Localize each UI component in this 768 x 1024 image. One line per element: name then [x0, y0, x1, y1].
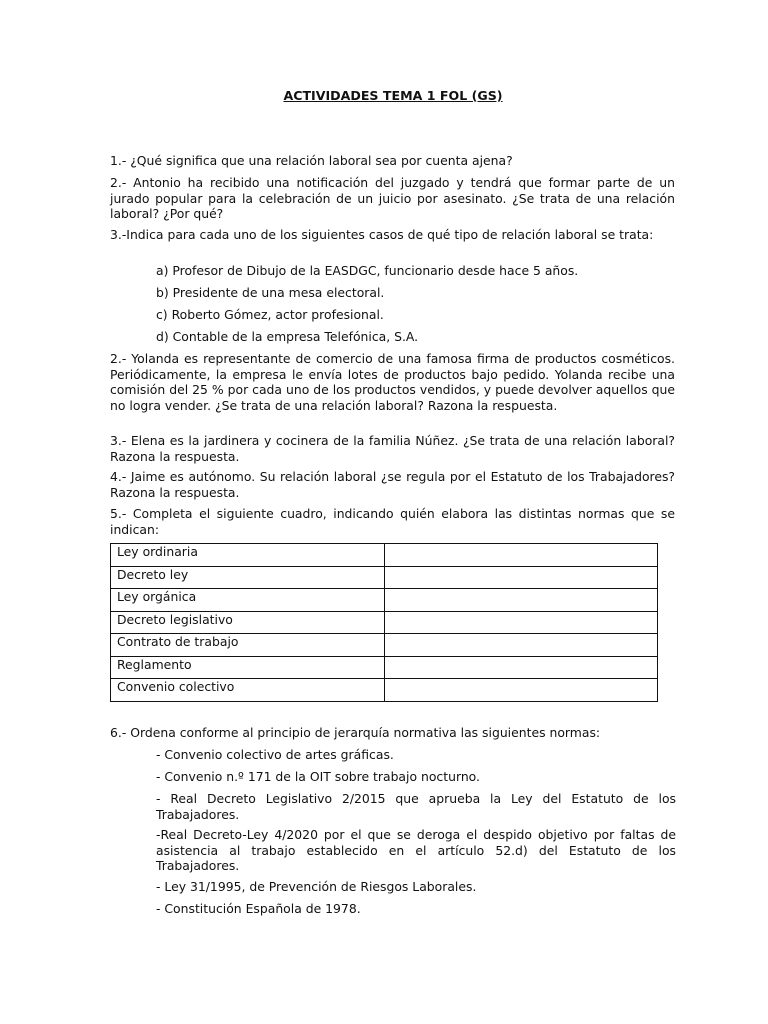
table-cell-answer[interactable] — [385, 656, 658, 679]
table-row — [111, 544, 658, 567]
table-cell-norm: Ley orgánica — [111, 589, 385, 612]
q6-item: -Real Decreto-Ley 4/2020 por el que se deroga el despido objetivo por faltas de asistencia al trabajo establecido en el artículo 52.d) del Estatuto de los Trabajadores. — [156, 827, 676, 873]
question-2: 2.- Antonio ha recibido una notificación del juzgado y tendrá que formar parte de un jurado popular para la celebración de un juicio por asesinato. ¿Se trata de una relación laboral? ¿Por qué? — [110, 175, 675, 221]
q6-item: - Constitución Española de 1978. — [156, 901, 361, 916]
table-cell-norm: Reglamento — [111, 656, 385, 679]
table-row — [111, 589, 658, 612]
question-yolanda: 2.- Yolanda es representante de comercio de una famosa firma de productos cosméticos. Periódicamente, la empresa le envía lotes de productos bajo pedido. Yolanda recibe una comisión del 25 % por cada uno de los productos vendidos, y puede devolver aquellos que no logra vender. ¿Se trata de una relación laboral? Razona la respuesta. — [110, 351, 675, 413]
table-cell-norm: Decreto legislativo — [111, 611, 385, 634]
table-row — [111, 634, 658, 657]
table-cell-answer[interactable] — [385, 544, 658, 567]
table-cell-answer[interactable] — [385, 589, 658, 612]
q6-item: - Convenio n.º 171 de la OIT sobre trabajo nocturno. — [156, 769, 480, 784]
question-elena: 3.- Elena es la jardinera y cocinera de la familia Núñez. ¿Se trata de una relación laboral? Razona la respuesta. — [110, 433, 675, 464]
table-row — [111, 611, 658, 634]
table-cell-norm: Contrato de trabajo — [111, 634, 385, 657]
table-cell-answer[interactable] — [385, 634, 658, 657]
q3-option-c: c) Roberto Gómez, actor profesional. — [156, 307, 384, 322]
table-cell-norm: Convenio colectivo — [111, 679, 385, 702]
table-row — [111, 566, 658, 589]
question-6: 6.- Ordena conforme al principio de jerarquía normativa las siguientes normas: — [110, 725, 601, 740]
norms-table — [110, 543, 658, 702]
q3-option-b: b) Presidente de una mesa electoral. — [156, 285, 385, 300]
page-title: ACTIVIDADES TEMA 1 FOL (GS) — [283, 88, 503, 103]
q3-option-d: d) Contable de la empresa Telefónica, S.A. — [156, 329, 419, 344]
q3-option-a: a) Profesor de Dibujo de la EASDGC, funcionario desde hace 5 años. — [156, 263, 579, 278]
question-table: 5.- Completa el siguiente cuadro, indicando quién elabora las distintas normas que se indican: — [110, 506, 675, 537]
table-cell-answer[interactable] — [385, 566, 658, 589]
q6-item: - Real Decreto Legislativo 2/2015 que aprueba la Ley del Estatuto de los Trabajadores. — [156, 791, 676, 822]
table-row — [111, 656, 658, 679]
question-1: 1.- ¿Qué significa que una relación laboral sea por cuenta ajena? — [110, 153, 513, 168]
q6-item: - Convenio colectivo de artes gráficas. — [156, 747, 394, 762]
question-jaime: 4.- Jaime es autónomo. Su relación laboral ¿se regula por el Estatuto de los Trabajadores? Razona la respuesta. — [110, 469, 675, 500]
table-cell-norm: Ley ordinaria — [111, 544, 385, 567]
table-cell-answer[interactable] — [385, 611, 658, 634]
table-row — [111, 679, 658, 702]
q6-item: - Ley 31/1995, de Prevención de Riesgos Laborales. — [156, 879, 477, 894]
table-cell-norm: Decreto ley — [111, 566, 385, 589]
question-3: 3.-Indica para cada uno de los siguientes casos de qué tipo de relación laboral se trata: — [110, 227, 654, 242]
table-cell-answer[interactable] — [385, 679, 658, 702]
